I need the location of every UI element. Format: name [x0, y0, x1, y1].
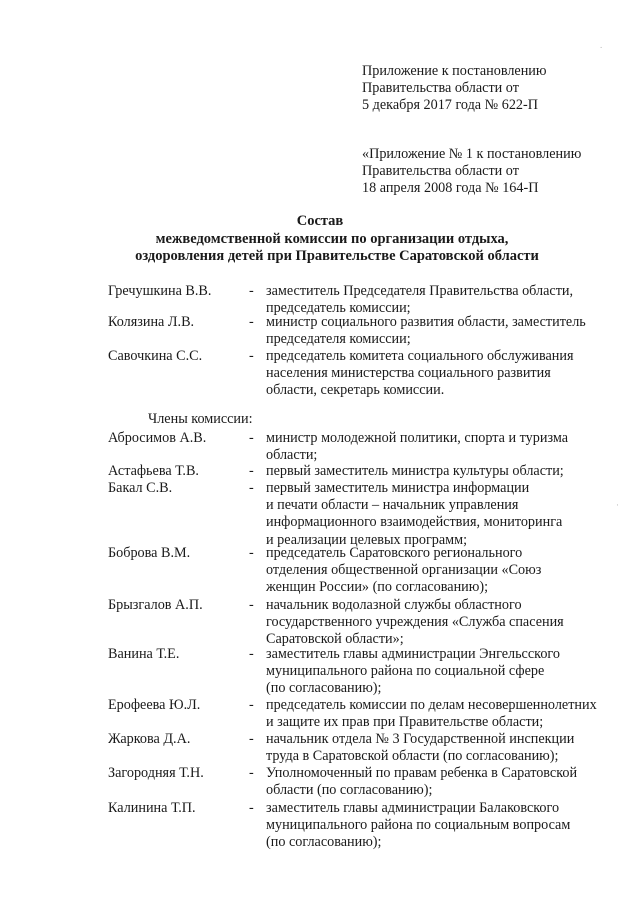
position-description: [266, 348, 598, 400]
person-name: Загородняя Т.Н.: [108, 765, 204, 781]
description-line: области;: [266, 447, 318, 464]
person-name: Бакал С.В.: [108, 480, 173, 496]
description-line: заместитель главы администрации Балаковского: [266, 800, 560, 816]
description-line: председателя комиссии;: [266, 331, 411, 348]
person-name: Калинина Т.П.: [108, 800, 196, 816]
position-description: [266, 430, 598, 464]
person-name: Гречушкина В.В.: [108, 283, 212, 299]
dash-separator: -: [249, 800, 254, 816]
description-line: председатель Саратовского регионального: [266, 545, 523, 561]
description-line: Уполномоченный по правам ребенка в Саратовской: [266, 765, 578, 781]
position-description: [266, 697, 598, 731]
person-name: Ванина Т.Е.: [108, 646, 180, 662]
person-name: Брызгалов А.П.: [108, 597, 203, 613]
person-name: Колязина Л.В.: [108, 314, 195, 330]
scan-speck: .: [600, 40, 603, 50]
description-line: заместитель главы администрации Энгельсского: [266, 646, 560, 662]
description-line: информационного взаимодействия, мониторинга: [266, 514, 563, 531]
description-line: начальник водолазной службы областного: [266, 597, 522, 613]
appendix-line: 5 декабря 2017 года № 622-П: [362, 97, 538, 113]
description-line: председатель комитета социального обслуживания: [266, 348, 574, 364]
description-line: населения министерства социального развития: [266, 365, 551, 382]
description-line: области (по согласованию);: [266, 782, 433, 799]
description-line: женщин России» (по согласованию);: [266, 579, 489, 596]
dash-separator: -: [249, 314, 254, 330]
appendix-line: Правительства области от: [362, 163, 519, 179]
position-description: [266, 800, 598, 852]
appendix-line: Приложение к постановлению: [362, 63, 547, 79]
description-line: и реализации целевых программ;: [266, 531, 468, 548]
description-line: первый заместитель министра культуры области;: [266, 463, 564, 479]
dash-separator: -: [249, 480, 254, 496]
description-line: муниципального района по социальным вопросам: [266, 817, 571, 834]
person-name: Ерофеева Ю.Л.: [108, 697, 201, 713]
description-line: муниципального района по социальной сфере: [266, 663, 545, 680]
scan-speck: ·: [616, 500, 619, 510]
description-line: первый заместитель министра информации: [266, 480, 530, 496]
description-line: труда в Саратовской области (по согласованию);: [266, 748, 559, 765]
description-line: министр социального развития области, заместитель: [266, 314, 586, 330]
person-name: Боброва В.М.: [108, 545, 191, 561]
position-description: [266, 283, 598, 317]
members-heading: Члены комиссии:: [148, 411, 253, 427]
dash-separator: -: [249, 283, 254, 299]
title-line: оздоровления детей при Правительстве Саратовской области: [135, 248, 539, 264]
position-description: [266, 731, 598, 765]
appendix-current-reference: [362, 63, 632, 114]
description-line: председатель комиссии по делам несовершеннолетних: [266, 697, 597, 713]
appendix-line: 18 апреля 2008 года № 164-П: [362, 180, 539, 196]
description-line: министр молодежной политики, спорта и туризма: [266, 430, 569, 446]
position-description: [266, 545, 598, 597]
description-line: и защите их прав при Правительстве области;: [266, 714, 544, 731]
position-description: [266, 480, 598, 549]
title-line: межведомственной комиссии по организации отдыха,: [155, 230, 509, 247]
dash-separator: -: [249, 731, 254, 747]
description-line: государственного учреждения «Служба спасения: [266, 614, 564, 631]
description-line: (по согласованию);: [266, 680, 382, 697]
description-line: начальник отдела № 3 Государственной инспекции: [266, 731, 575, 747]
description-line: председатель комиссии;: [266, 300, 411, 317]
dash-separator: -: [249, 697, 254, 713]
description-line: Саратовской области»;: [266, 631, 404, 648]
appendix-original-reference: [362, 146, 632, 197]
dash-separator: -: [249, 430, 254, 446]
document-title: [0, 213, 640, 266]
title-line: Состав: [296, 213, 344, 229]
person-name: Жаркова Д.А.: [108, 731, 191, 747]
description-line: области, секретарь комиссии.: [266, 382, 445, 399]
dash-separator: -: [249, 463, 254, 479]
position-description: [266, 314, 598, 348]
description-line: заместитель Председателя Правительства области,: [266, 283, 574, 299]
appendix-line: «Приложение № 1 к постановлению: [362, 146, 582, 162]
person-name: Астафьева Т.В.: [108, 463, 199, 479]
appendix-line: Правительства области от: [362, 80, 519, 96]
dash-separator: -: [249, 646, 254, 662]
description-line: отделения общественной организации «Союз: [266, 562, 542, 579]
position-description: [266, 646, 598, 698]
person-name: Абросимов А.В.: [108, 430, 207, 446]
position-description: [266, 765, 598, 799]
dash-separator: -: [249, 765, 254, 781]
dash-separator: -: [249, 545, 254, 561]
dash-separator: -: [249, 348, 254, 364]
dash-separator: -: [249, 597, 254, 613]
description-line: и печати области – начальник управления: [266, 497, 519, 514]
person-name: Савочкина С.С.: [108, 348, 203, 364]
position-description: [266, 463, 598, 480]
description-line: (по согласованию);: [266, 834, 382, 851]
position-description: [266, 597, 598, 649]
